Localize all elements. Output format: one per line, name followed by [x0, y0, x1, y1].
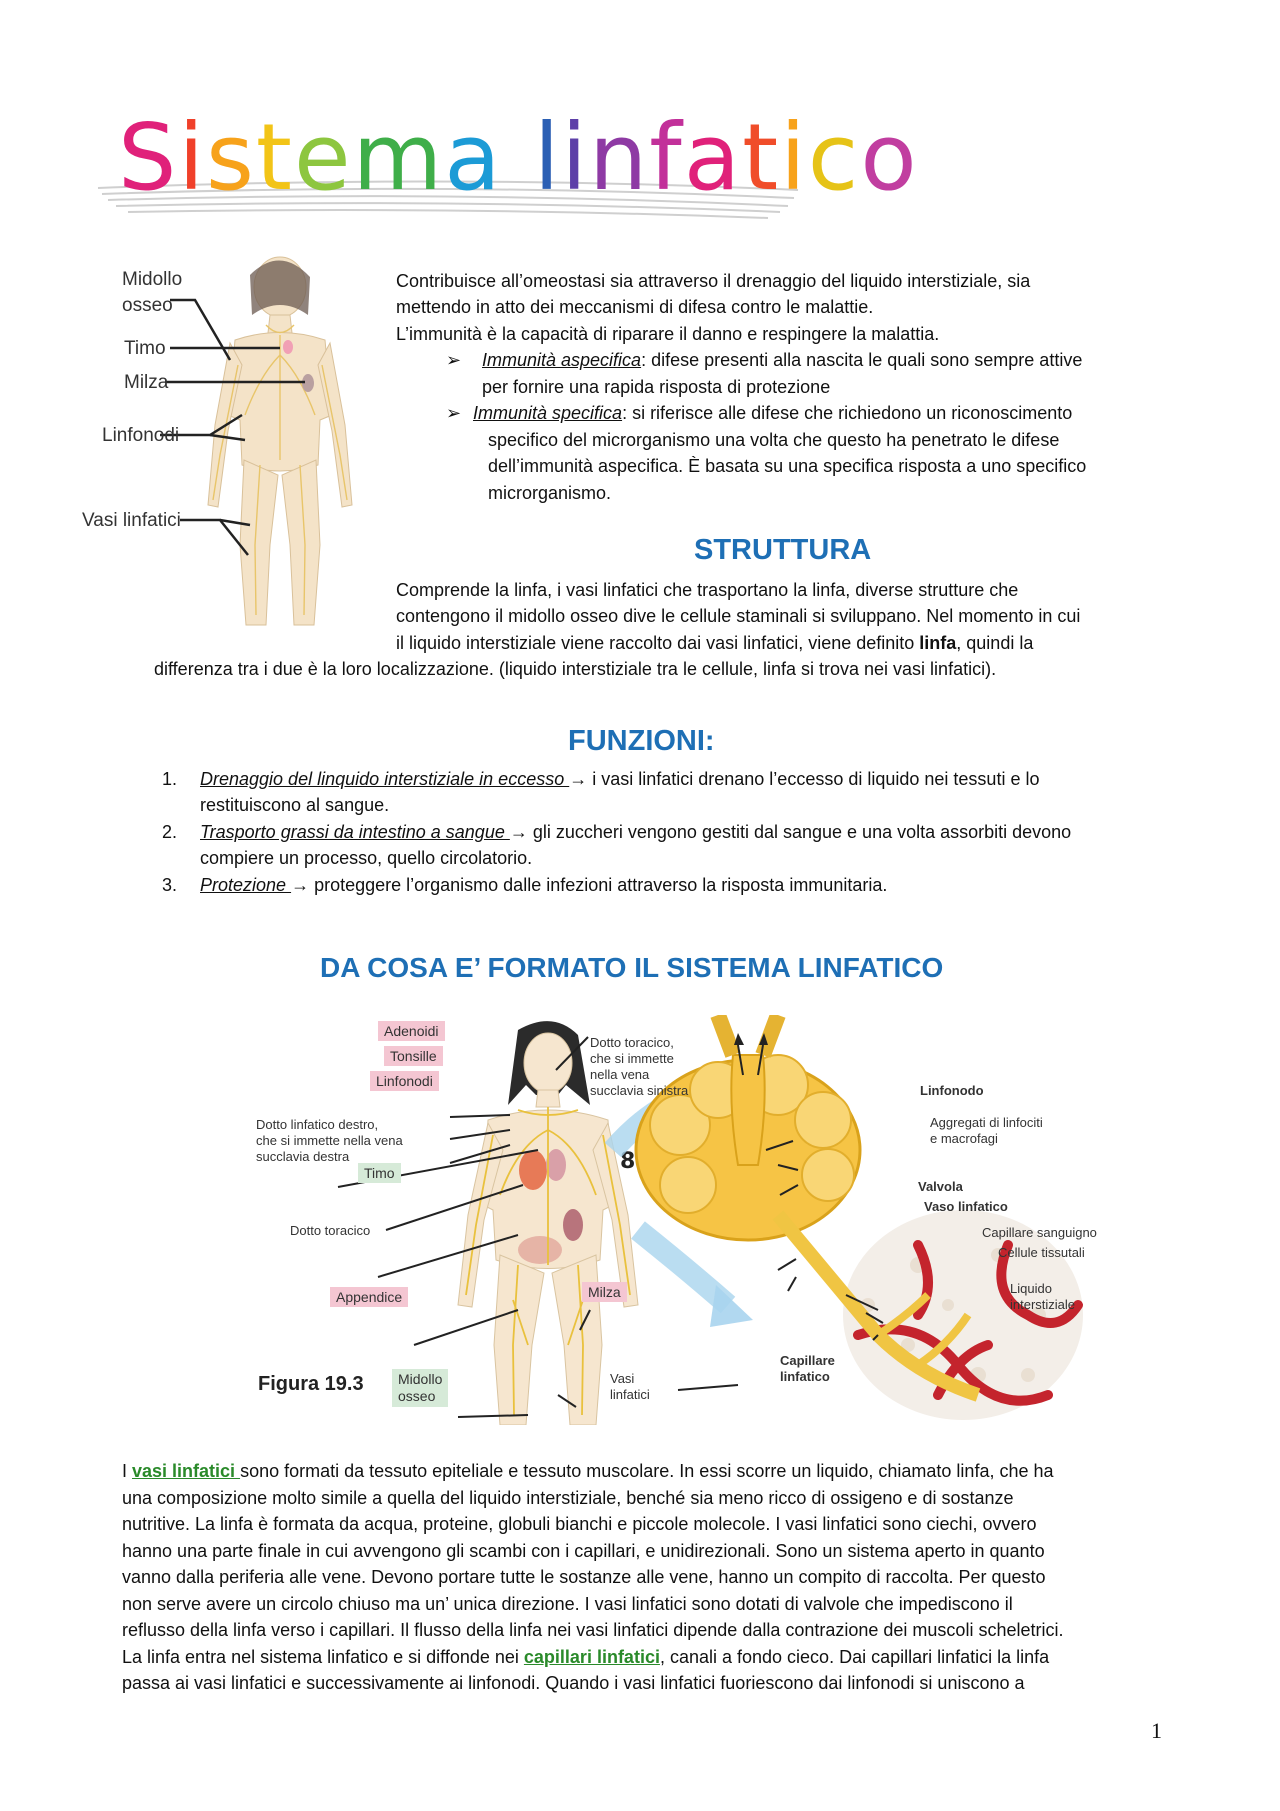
tag-milza: Milza: [582, 1282, 627, 1302]
label-vasi-2: linfatici: [610, 1387, 650, 1402]
heading-formato: DA COSA E’ FORMATO IL SISTEMA LINFATICO: [320, 952, 944, 983]
body-line-1: [122, 1458, 1054, 1485]
body-line-8: [122, 1644, 1049, 1671]
bullet-symbol-2: ➢: [446, 403, 462, 423]
title-letter: s: [205, 104, 256, 211]
body-line-3: nutritive. La linfa è formata da acqua, proteine, globuli bianchi e piccole molecole. I vasi linfatici sono ciechi, ovvero: [122, 1514, 1037, 1534]
label-valvola: Valvola: [918, 1179, 963, 1194]
title-letter: a: [444, 104, 503, 211]
struttura-line-3c: , quindi la: [956, 633, 1034, 653]
struttura-line-2: contengono il midollo osseo dive le cellule staminali si sviluppano. Nel momento in cui: [396, 606, 1081, 626]
label-dotto-destro-1: Dotto linfatico destro,: [256, 1117, 379, 1132]
tag-linfonodi: Linfonodi: [370, 1071, 439, 1091]
bullet-specifica-text: : si riferisce alle difese che richiedono un riconoscimento: [622, 403, 1073, 423]
tag-appendice: Appendice: [330, 1287, 408, 1307]
title-letter: t: [742, 104, 781, 211]
label-dotto-tor-1: Dotto toracico,: [590, 1035, 674, 1050]
label-capillare-linfatico: [780, 1353, 835, 1385]
svg-text:8: 8: [620, 1149, 636, 1174]
link-capillari-linfatici[interactable]: capillari linfatici: [523, 1647, 660, 1667]
term-linfa: linfa: [919, 633, 957, 653]
title-letter: S: [118, 104, 179, 211]
funzioni-text-1: i vasi linfatici drenano l’eccesso di liquido nei tessuti e lo: [587, 769, 1040, 789]
label-linfonodi: Linfonodi: [102, 425, 180, 446]
bullet-symbol-1: ➢: [446, 350, 462, 370]
body-line-8c: , canali a fondo cieco. Dai capillari linfatici la linfa: [659, 1647, 1050, 1667]
funzioni-term-2: Trasporto grassi da intestino a sangue: [200, 822, 510, 842]
bullet-aspecifica-text: : difese presenti alla nascita le quali sono sempre attive: [641, 350, 1083, 370]
label-capillare-linf-1: Capillare: [780, 1353, 835, 1368]
funzioni-item-2-line-2: compiere un processo, quello circolatorio.: [200, 848, 533, 868]
funzioni-item-2: [200, 819, 1071, 846]
label-aggregati-1: Aggregati di linfociti: [930, 1115, 1043, 1130]
struttura-line-3a: il liquido interstiziale viene raccolto dai vasi linfatici, viene definito: [396, 633, 920, 653]
body-line-6: non serve avere un circolo chiuso ma un’ unica direzione. I vasi linfatici sono dotati di valvole che impediscono il: [122, 1594, 1013, 1614]
title-letter: m: [352, 104, 445, 211]
label-dotto-destro-3: succlavia destra: [256, 1149, 350, 1164]
label-dotto-toracico-sinistro: [590, 1035, 688, 1099]
tag-midollo-line-2: osseo: [398, 1388, 436, 1404]
funzioni-text-3: proteggere l’organismo dalle infezioni attraverso la risposta immunitaria.: [309, 875, 888, 895]
label-dotto-tor-4: succlavia sinistra: [590, 1083, 689, 1098]
struttura-line-4: differenza tra i due è la loro localizzazione. (liquido interstiziale tra le cellule, linfa si trova nei vasi linfatici).: [154, 659, 997, 679]
body-line-2: una composizione molto simile a quella del liquido interstiziale, benché sia meno ricco di ossigeno e di sostanze: [122, 1488, 1014, 1508]
label-vaso-linfatico: Vaso linfatico: [924, 1199, 1008, 1214]
tag-tonsille: Tonsille: [384, 1046, 443, 1066]
figure-lymphatic-body: [70, 255, 390, 635]
label-dotto-destro: [256, 1117, 403, 1165]
label-dotto-tor-2: che si immette: [590, 1051, 674, 1066]
title-letter: i: [561, 104, 589, 211]
heading-struttura: STRUTTURA: [694, 534, 872, 566]
funzioni-item-1-line-2: restituiscono al sangue.: [200, 795, 390, 815]
label-vasi-linfatici: [610, 1371, 650, 1403]
label-dotto-tor-3: nella vena: [590, 1067, 650, 1082]
term-immunita-aspecifica: Immunità aspecifica: [482, 350, 642, 370]
label-milza: Milza: [124, 372, 169, 393]
label-linfonodo: Linfonodo: [920, 1083, 984, 1098]
bullet-specifica-line-2: specifico del microrganismo una volta che questo ha penetrato le difese: [488, 430, 1060, 450]
title-letter: f: [649, 104, 684, 211]
page-number: 1: [1151, 1718, 1162, 1743]
funzioni-item-1: [200, 766, 1039, 793]
tag-adenoidi: Adenoidi: [378, 1021, 445, 1041]
body-line-9: passa ai vasi linfatici e successivamente ai linfonodi. Quando i vasi linfatici fuoriescono dai linfonodi si uniscono a: [122, 1673, 1025, 1693]
label-cellule-tissutali: Cellule tissutali: [998, 1245, 1085, 1260]
bullet-specifica-line-4: microrganismo.: [488, 483, 612, 503]
label-capillare-linf-2: linfatico: [780, 1369, 830, 1384]
title-letter: l: [533, 104, 562, 211]
figure-19-3: [218, 1015, 1108, 1425]
intro-line-3: L’immunità è la capacità di riparare il danno e respingere la malattia.: [396, 324, 940, 344]
title-letter: e: [293, 104, 353, 211]
label-timo: Timo: [124, 338, 166, 359]
figure-caption: Figura 19.3: [258, 1373, 364, 1395]
title-letter: c: [807, 104, 861, 211]
label-midollo: Midollo: [122, 269, 183, 290]
term-immunita-specifica: Immunità specifica: [473, 403, 623, 423]
heading-funzioni: FUNZIONI:: [568, 725, 715, 757]
body-line-7: reflusso della linfa verso i capillari. Il flusso della linfa nei vasi linfatici dipende dalla contrazione dei muscoli scheletrici.: [122, 1620, 1064, 1640]
title-letter: n: [588, 104, 650, 211]
body-line-1c: sono formati da tessuto epiteliale e tessuto muscolare. In essi scorre un liquido, chiamato linfa, che ha: [240, 1461, 1054, 1481]
arrow-icon: →: [569, 769, 588, 789]
label-vasi-1: Vasi: [610, 1371, 635, 1386]
label-aggregati-2: e macrofagi: [930, 1131, 998, 1146]
bullet-aspecifica-line-2: per fornire una rapida risposta di protezione: [482, 377, 831, 397]
body-line-1a: I: [122, 1461, 133, 1481]
bullet-specifica: [473, 400, 1072, 427]
body-line-8a: La linfa entra nel sistema linfatico e si diffonde nei: [122, 1647, 524, 1667]
label-vasi-linfatici: Vasi linfatici: [82, 510, 181, 531]
funzioni-term-3: Protezione: [200, 875, 292, 895]
label-capillare-sanguigno: Capillare sanguigno: [982, 1225, 1097, 1240]
title-letter: i: [178, 104, 206, 211]
funzioni-num-3: 3.: [162, 875, 178, 895]
funzioni-num-2: 2.: [162, 822, 178, 842]
tag-midollo-osseo: [392, 1369, 448, 1407]
funzioni-term-1: Drenaggio del linquido interstiziale in eccesso: [200, 769, 570, 789]
page-title: [118, 104, 919, 211]
funzioni-text-2: gli zuccheri vengono gestiti dal sangue e una volta assorbiti devono: [527, 822, 1072, 842]
arrow-icon: →: [509, 822, 528, 842]
funzioni-item-3: [200, 872, 887, 899]
tag-midollo-line-1: Midollo: [398, 1371, 443, 1387]
tag-timo: Timo: [358, 1163, 401, 1183]
title-letter: t: [255, 104, 294, 211]
bullet-aspecifica: [482, 347, 1082, 374]
arrow-icon: →: [291, 875, 310, 895]
title-letter: i: [780, 104, 808, 211]
label-dotto-destro-2: che si immette nella vena: [256, 1133, 403, 1148]
label-liquido-1: Liquido: [1010, 1281, 1052, 1296]
label-liquido-interstiziale: [1010, 1281, 1075, 1313]
label-dotto-toracico: Dotto toracico: [290, 1223, 371, 1238]
title-letter: a: [683, 104, 743, 211]
struttura-line-3: [396, 630, 1033, 657]
title-letter: [503, 112, 534, 204]
bullet-specifica-line-3: dell’immunità aspecifica. È basata su una specifica risposta a uno specifico: [488, 456, 1087, 476]
label-liquido-2: interstiziale: [1010, 1297, 1076, 1312]
intro-line-2: mettendo in atto dei meccanismi di difesa contro le malattie.: [396, 297, 874, 317]
label-osseo: osseo: [122, 295, 173, 316]
link-vasi-linfatici[interactable]: vasi linfatici: [132, 1461, 241, 1481]
body-line-4: hanno una parte finale in cui avvengono gli scambi con i capillari, e unidirezionali. Sono un sistema aperto in quanto: [122, 1541, 1045, 1561]
body-line-5: vanno dalla periferia alle vene. Devono portare tutte le sostanze alle vene, hanno un compito di raccolta. Per questo: [122, 1567, 1046, 1587]
intro-line-1: Contribuisce all’omeostasi sia attraverso il drenaggio del liquido interstiziale, sia: [396, 271, 1031, 291]
struttura-line-1: Comprende la linfa, i vasi linfatici che trasportano la linfa, diverse strutture che: [396, 580, 1019, 600]
title-block: [88, 104, 919, 230]
label-aggregati: [930, 1115, 1043, 1147]
title-letter: o: [860, 104, 919, 211]
funzioni-num-1: 1.: [162, 769, 178, 789]
